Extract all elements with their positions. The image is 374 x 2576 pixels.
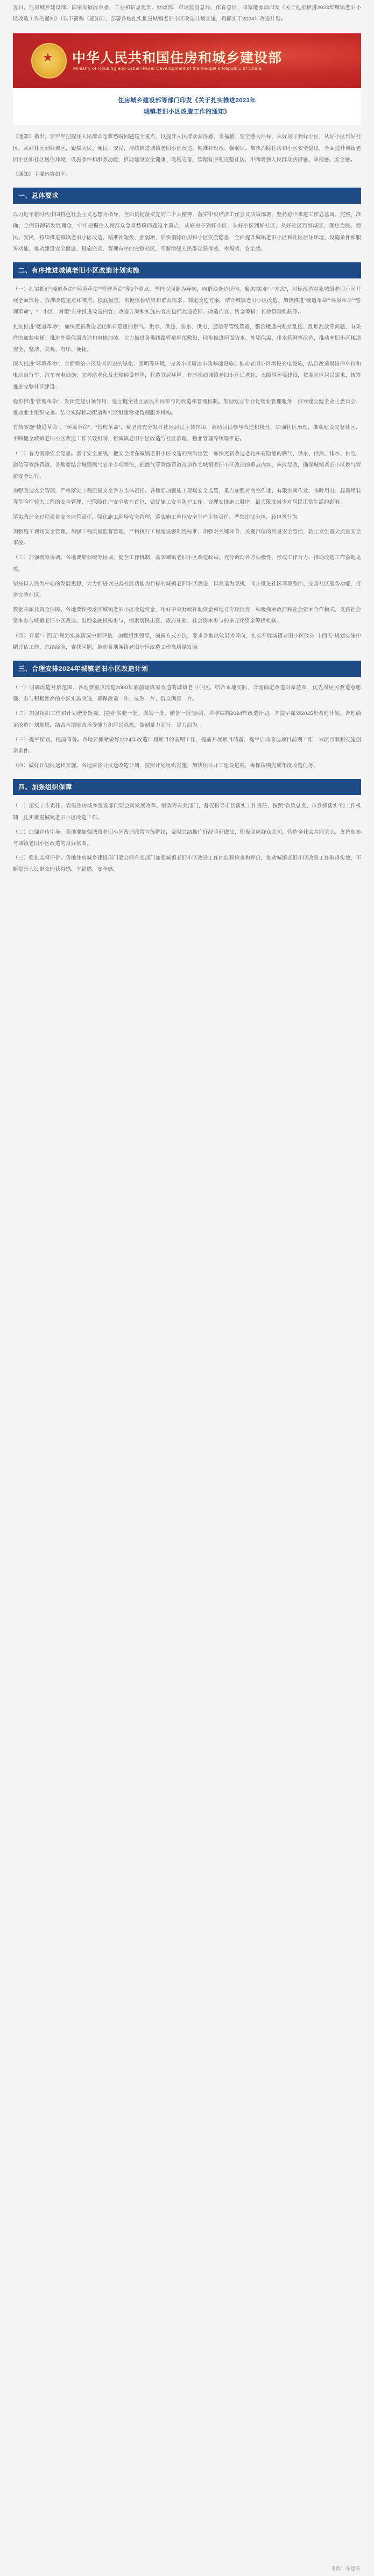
intro-paragraph: 近日，住房城乡建设部、国家发展改革委、工业和信息化部、财政部、市场监管总局、体育总局、国家能源局印发《关于扎实推进2023年城镇老旧小区改造工作的通知》（以下简称《通知》），部署各地扎实推进城镇老旧小区改造计划实施，真抓实干2024年改造计划。 [13, 5, 361, 23]
banner-header [13, 33, 361, 88]
body-paragraph: 《通知》指出，要牢牢把握住人民群众急难愁盼问题这个重点，以提升人民群众获得感、幸福感、安全感为目标，从好房子到好小区，从好小区到好社区，从好社区到好城区，聚焦为民、便民、安民，持续推进城镇老旧小区改造，精准补短板、强弱项，加快消除住房和小区安全隐患，全面提升城镇老旧小区和社区居住环境、设施条件和服务功能，推动建设安全健康、设施完善、管理有序的完整社区，不断增强人民群众获得感、幸福感、安全感。 [13, 134, 361, 163]
ministry-banner-image [13, 33, 361, 125]
section-paragraph: （三）强化监督评价。各地住房城乡建设部门要会同有关部门加强城镇老旧小区改造工作的监督检查和评价，推动城镇老旧小区改造工作取得实效，不断提升人民群众的获得感、幸福感、安全感。 [13, 855, 361, 873]
section-heading: 三、合理安排2024年城镇老旧小区改造计划 [13, 661, 361, 677]
section-paragraph: 扎实推进“楼道革命”，加快更新改造老化和有隐患的燃气、供水、供热、排水、供电、通信等管线管道，整治楼道内私拉乱接、乱堆乱放等问题，有条件的加装电梯；推进外墙保温改造和电梯加装。大力推进各类线路管道规范敷设，同步推进屋面防水、外墙保温、排水管网等改造，推动老旧小区楼道安全、整洁、美观、有序、便捷。 [13, 324, 361, 353]
section-paragraph: （一）扎实抓好“楼道革命”“环境革命”“管理革命”等3个重点。坚持以问题为导向，向群众身边延伸，聚焦“实业”+“方式”，对标改造对象城镇老旧小区开展全面体检，找准改造重点和难点，摸底摸查，依据体检结果和群众需求，制定改造方案。结合城镇老旧小区改造，加快推进“楼道革命”“环境革命”“管理革命”，“一小区一对策”有序推进改造内容，改造方案和实施内容应包括改造范围、改造内容、资金筹措、长效管理机制等。 [13, 287, 361, 316]
source-footer: 来源：住建部 [330, 2566, 360, 2571]
document-title-line-1: 住房城乡建设部等部门印发《关于扎实推进2023年 [118, 97, 256, 104]
section-paragraph: （二）加强组织工作和计划统筹衔接。按照“实施一批、谋划一批、储备一批”原则，科学编制2024年改造计划，并提早谋划2025年改造计划。合理确定改造计划规模，结合本地财政承受能力和居民意愿，做到量力而行、尽力而为。 [13, 711, 361, 728]
section-paragraph: （二）着力消除安全隐患。坚守安全底线，把安全摆在城镇老旧小区改造的突出位置，加快更新改造老化和有隐患的燃气、供水、供热、排水、供电、通信等管线管道。各地要结合城镇燃气安全专项整治，把燃气等管线管道改造作为城镇老旧小区改造的重点内容，应改尽改，确保城镇老旧小区燃气管道安全运行。 [13, 450, 361, 480]
section-paragraph: （二）加强宣传引导。各地要加强城镇老旧小区改造政策宣传解读，及时总结推广好经验好做法，积极回应群众关切，营造全社会共同关心、支持和参与城镇老旧小区改造的良好氛围。 [13, 829, 361, 847]
section-heading: 四、加强组织保障 [13, 779, 361, 795]
section-heading: 一、总体要求 [13, 188, 361, 204]
section-paragraph: （一）压实工作责任。省级住房城乡建设部门要会同发展改革、财政等有关部门，督促指导市县落实工作责任，按照“省负总责、市县抓落实”的工作机制，扎实推进城镇老旧小区改造工作。 [13, 803, 361, 821]
section-paragraph: 深入推进“环境革命”，全面整治小区及其周边的绿化、照明等环境，完善小区周边市政基础设施；推动老旧小区增设充电设施，结合改造增设停车位和电动自行车、汽车充电设施；完善适老化及无障碍设施等，打造宜居环境。有序推动城镇老旧小区适老化、无障碍环境建设，按照社区居民需求，统筹推进完整社区建设。 [13, 361, 361, 390]
document-title-line-2: 城镇老旧小区改造工作的通知》 [144, 109, 230, 116]
section-heading: 二、有序推进城镇老旧小区改造计划实施 [13, 262, 361, 278]
section-paragraph: 坚持以人民为中心的发展思想，大力推进以完善社区功能为目标的城镇老旧小区改造，以改造为契机，同步推进社区环境整治、完善社区服务功能，打造完整社区。 [13, 581, 361, 598]
section-paragraph: （三）加强统筹协调。各地要加强统筹协调，健全工作机制，落实城镇老旧小区改造政策。充分调动各方积极性，形成工作合力，推动改造工作落地见效。 [13, 555, 361, 573]
section-paragraph: 有效实施“楼道革命”、“环境革命”、“管理革命”，要坚持充分发挥社区居民主体作用，调动居民参与改造积极性，加强社区治理，推动建设完整社区，不断健全城镇老旧小区改造工作长效机制，将城镇老旧小区改造与社区治理、物业管理等统筹推进。 [13, 425, 361, 442]
section-paragraph: 加强施工现场安全管理，加强工程质量监督管理，严格执行工程建设强制性标准，加强对关键环节、关键部位的质量安全管控，防止发生重大质量安全事故。 [13, 528, 361, 547]
section-paragraph: 以习近平新时代中国特色社会主义思想为指导，全面贯彻落实党的二十大精神，落实中央经济工作会议决策部署，坚持稳中求进工作总基调，完整、准确、全面贯彻新发展理念，牢牢把握住人民群众急难愁盼问题这个重点，从好房子到好小区，从好小区到好社区，从好社区到好城区，聚焦为民、便民、安民，持续推进城镇老旧小区改造，精准补短板、强弱项，加快消除住房和小区安全隐患，全面提升城镇老旧小区和社区居住环境、设施条件和服务功能，推动建设安全健康、设施完善、管理有序的完整社区，不断增强人民群众获得感、幸福感、安全感。 [13, 212, 361, 252]
banner-caption [13, 88, 361, 125]
section-paragraph: （三）提早谋划、提前储备。各地要抓紧做好2024年改造计划项目的前期工作，提前开展项目储备，提早启动改造项目前期工作，为项目顺利实施创造条件。 [13, 736, 361, 754]
star-icon: ★ [43, 51, 53, 65]
section-paragraph: 稳步推进“管理革命”，发挥党建引领作用，建立健全社区居民共同参与的改造和管理机制。鼓励建立专业化物业管理服务，指导建立健全业主委员会，推动业主组织完善。结合实际推动街道和社区组建物业管理服务机构。 [13, 398, 361, 417]
section-paragraph: （四）开展“十四五”规划实施情况中期评估。加强组织领导，创新方式方法，要求各地以效果为导向，扎实开展城镇老旧小区改造“十四五”规划实施中期评估工作，总结经验，查找问题，推动各地城镇老旧小区改造工作高质量发展。 [13, 633, 361, 650]
article-sections [0, 188, 374, 875]
section-paragraph: 加强改造安全管理，严格落实工程质量安全各方主体责任。各地要加强施工现场安全监管，重点加强对高空作业、有限空间作业、临时用电、起重吊装等危险性较大工程的安全管理，把保障住户安全放在首位，做好施工安全防护工作。合理安排施工时序，最大限度减少对居民正常生活的影响。 [13, 488, 361, 506]
section-paragraph: （四）做好计划报送和实施。各地要按时报送改造计划，按照计划组织实施，加快项目开工建设进度，确保按期完成年度改造任务。 [13, 763, 319, 769]
national-emblem-icon [31, 43, 67, 78]
section-paragraph: 落实改造全过程质量安全监管责任，强化施工现场安全管理，落实施工单位安全生产主体责任。严禁违法分包、转包等行为。 [13, 514, 303, 520]
section-paragraph: 数据来源及资金保障。各地要积极落实城镇老旧小区改造资金，用好中央财政补助资金和地方专项债券，积极探索政府和社会资本合作模式，支持社会资本参与城镇老旧小区改造。鼓励金融机构参与，探索居民出资、政府补助、社会资本参与的多元化资金筹措机制。 [13, 607, 361, 625]
section-paragraph: （一）明确改造对象范围。各地要重点改造2000年底前建成需改造的城镇老旧小区。结合本地实际，合理确定改造对象范围，优先对居民改造意愿强、参与积极性高的小区实施改造，确保改造一片、成熟一片、群众满意一片。 [13, 684, 361, 703]
body-paragraph: 《通知》主要内容如下： [13, 171, 71, 178]
ministry-name-cn: 中华人民共和国住房和城乡建设部 [72, 51, 283, 66]
ministry-name-en: Ministry of Housing and Urban-Rural Development of the People's Republic of China [73, 66, 262, 71]
